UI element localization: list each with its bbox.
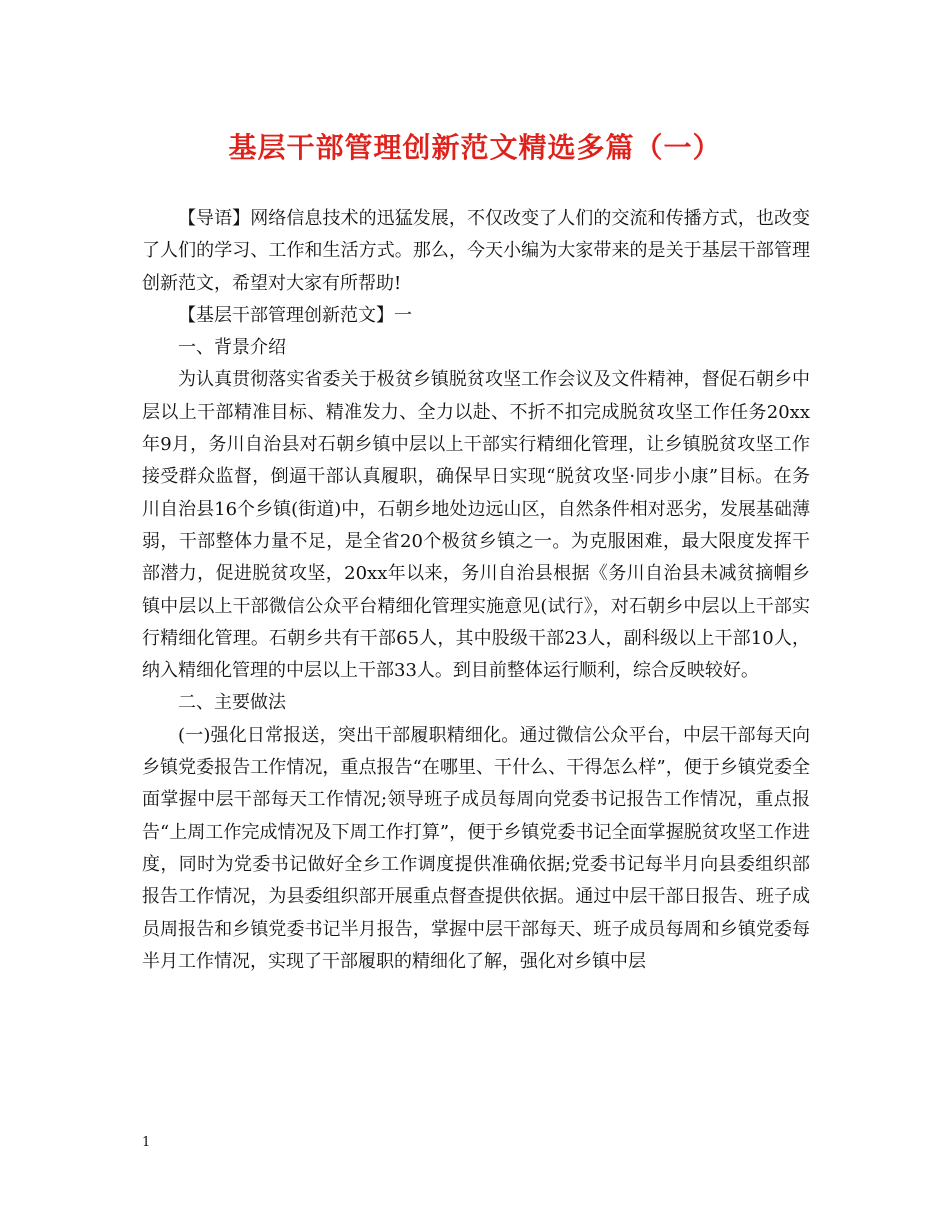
section-heading-main-practices: 二、主要做法 bbox=[178, 692, 286, 714]
background-paragraph: 为认真贯彻落实省委关于极贫乡镇脱贫攻坚工作会议及文件精神，督促石朝乡中层以上干部精准目标、精准发力、全力以赴、不折不扣完成脱贫攻坚工作任务20xx年9月，务川自治县对石朝乡镇中层以上干部实行精细化管理，让乡镇脱贫攻坚工作接受群众监督，倒逼干部认真履职，确保早日实现“脱贫攻坚·同步小康”目标。在务川自治县16个乡镇(街道)中，石朝乡地处边远山区，自然条件相对恶劣，发展基础薄弱，干部整体力量不足，是全省20个极贫乡镇之一。为克服困难，最大限度发挥干部潜力，促进脱贫攻坚，20xx年以来，务川自治县根据《务川自治县未减贫摘帽乡镇中层以上干部微信公众平台精细化管理实施意见(试行》，对石朝乡中层以上干部实行精细化管理。石朝乡共有干部65人，其中股级干部23人，副科级以上干部10人，纳入精细化管理的中层以上干部33人。到目前整体运行顺利，综合反映较好。 bbox=[142, 369, 810, 682]
practice-paragraph-1: (一)强化日常报送，突出干部履职精细化。通过微信公众平台，中层干部每天向乡镇党委报告工作情况，重点报告“在哪里、干什么、干得怎么样”，便于乡镇党委全面掌握中层干部每天工作情况;领导班子成员每周向党委书记报告工作情况，重点报告“上周工作完成情况及下周工作打算”，便于乡镇党委书记全面掌握脱贫攻坚工作进度，同时为党委书记做好全乡工作调度提供准确依据;党委书记每半月向县委组织部报告工作情况，为县委组织部开展重点督查提供依据。通过中层干部日报告、班子成员周报告和乡镇党委书记半月报告，掌握中层干部每天、班子成员每周和乡镇党委每半月工作情况，实现了干部履职的精细化了解，强化对乡镇中层 bbox=[142, 724, 810, 972]
document-title: 基层干部管理创新范文精选多篇（一） bbox=[228, 131, 722, 164]
section-heading-background: 一、背景介绍 bbox=[178, 337, 286, 359]
document-body bbox=[142, 203, 810, 978]
page-number: 1 bbox=[142, 1135, 151, 1150]
intro-paragraph: 【导语】网络信息技术的迅猛发展，不仅改变了人们的交流和传播方式，也改变了人们的学习、工作和生活方式。那么，今天小编为大家带来的是关于基层干部管理创新范文，希望对大家有所帮助! bbox=[142, 208, 810, 294]
section-heading-article-one: 【基层干部管理创新范文】一 bbox=[178, 304, 412, 326]
